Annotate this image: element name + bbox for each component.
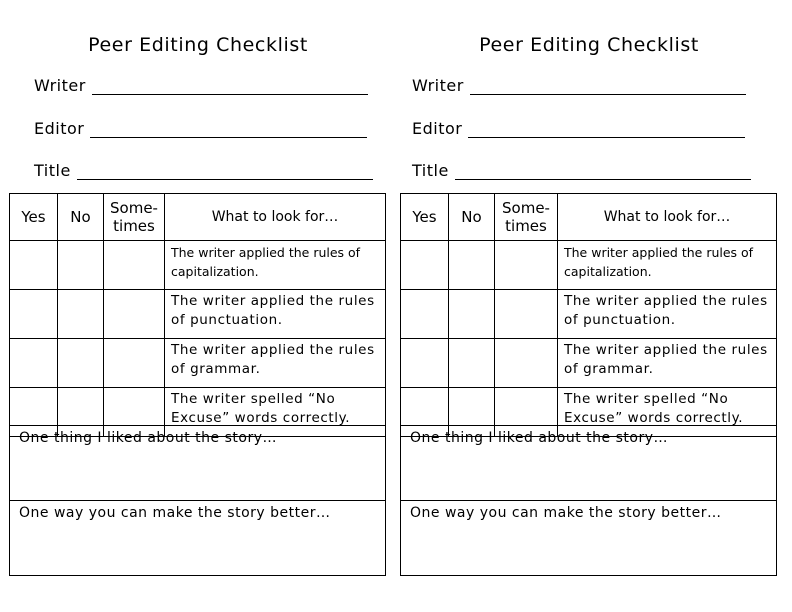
- no-cell[interactable]: [58, 241, 104, 290]
- checklist-panel-left: [9, 0, 387, 612]
- header-row: [401, 194, 777, 241]
- table-row: [401, 241, 777, 290]
- sometimes-cell[interactable]: [104, 339, 165, 388]
- writer-line[interactable]: [92, 80, 368, 95]
- yes-cell[interactable]: [10, 339, 58, 388]
- look-for-header: What to look for…: [558, 194, 777, 241]
- title-line[interactable]: [455, 165, 751, 180]
- editor-field[interactable]: [412, 119, 745, 138]
- no-header: No: [58, 194, 104, 241]
- criterion-text: The writer applied the rules of capitalization.: [165, 241, 386, 290]
- checklist-table: [9, 193, 386, 437]
- liked-comment-box[interactable]: [400, 425, 777, 501]
- sometimes-header: [104, 194, 165, 241]
- title-line[interactable]: [77, 165, 373, 180]
- writer-label: Writer: [34, 76, 86, 95]
- criterion-text: The writer spelled “No Excuse” words correctly.: [558, 388, 777, 437]
- writer-field[interactable]: [34, 76, 368, 95]
- table-row: [10, 290, 386, 339]
- liked-comment-box[interactable]: [9, 425, 386, 501]
- writer-field[interactable]: [412, 76, 746, 95]
- no-cell[interactable]: [449, 339, 495, 388]
- sometimes-cell[interactable]: [104, 290, 165, 339]
- sometimes-cell[interactable]: [495, 290, 558, 339]
- criterion-text: The writer applied the rules of punctuation.: [558, 290, 777, 339]
- look-for-header: What to look for…: [165, 194, 386, 241]
- better-comment-box[interactable]: [9, 500, 386, 576]
- yes-cell[interactable]: [401, 290, 449, 339]
- better-prompt: One way you can make the story better…: [19, 505, 331, 521]
- checklist-table: [400, 193, 777, 437]
- better-comment-box[interactable]: [400, 500, 777, 576]
- title-label: Title: [412, 161, 449, 180]
- better-prompt: One way you can make the story better…: [410, 505, 722, 521]
- criterion-text: The writer applied the rules of punctuation.: [165, 290, 386, 339]
- writer-label: Writer: [412, 76, 464, 95]
- page-title: Peer Editing Checklist: [88, 34, 308, 56]
- no-cell[interactable]: [58, 339, 104, 388]
- yes-cell[interactable]: [401, 241, 449, 290]
- no-header: No: [449, 194, 495, 241]
- liked-prompt: One thing I liked about the story…: [19, 430, 277, 446]
- yes-cell[interactable]: [10, 241, 58, 290]
- table-row: [401, 339, 777, 388]
- sometimes-line-2: times: [505, 217, 547, 235]
- editor-line[interactable]: [468, 123, 745, 138]
- header-row: [10, 194, 386, 241]
- no-cell[interactable]: [58, 290, 104, 339]
- checklist-panel-right: [400, 0, 778, 612]
- yes-header: Yes: [401, 194, 449, 241]
- table-row: [401, 290, 777, 339]
- editor-label: Editor: [34, 119, 85, 138]
- writer-line[interactable]: [470, 80, 746, 95]
- title-field[interactable]: [412, 161, 751, 180]
- sometimes-cell[interactable]: [495, 339, 558, 388]
- title-field[interactable]: [34, 161, 373, 180]
- no-cell[interactable]: [449, 241, 495, 290]
- editor-field[interactable]: [34, 119, 367, 138]
- sometimes-line-1: Some-: [502, 199, 550, 217]
- sometimes-cell[interactable]: [495, 241, 558, 290]
- liked-prompt: One thing I liked about the story…: [410, 430, 668, 446]
- sometimes-header: [495, 194, 558, 241]
- criterion-text: The writer applied the rules of grammar.: [165, 339, 386, 388]
- yes-header: Yes: [10, 194, 58, 241]
- title-label: Title: [34, 161, 71, 180]
- criterion-text: The writer applied the rules of grammar.: [558, 339, 777, 388]
- page-title: Peer Editing Checklist: [479, 34, 699, 56]
- sometimes-line-2: times: [113, 217, 155, 235]
- sometimes-line-1: Some-: [110, 199, 158, 217]
- criterion-text: The writer spelled “No Excuse” words correctly.: [165, 388, 386, 437]
- criterion-text: The writer applied the rules of capitalization.: [558, 241, 777, 290]
- no-cell[interactable]: [449, 290, 495, 339]
- table-row: [10, 241, 386, 290]
- sometimes-cell[interactable]: [104, 241, 165, 290]
- editor-label: Editor: [412, 119, 463, 138]
- table-row: [10, 339, 386, 388]
- yes-cell[interactable]: [401, 339, 449, 388]
- editor-line[interactable]: [90, 123, 367, 138]
- yes-cell[interactable]: [10, 290, 58, 339]
